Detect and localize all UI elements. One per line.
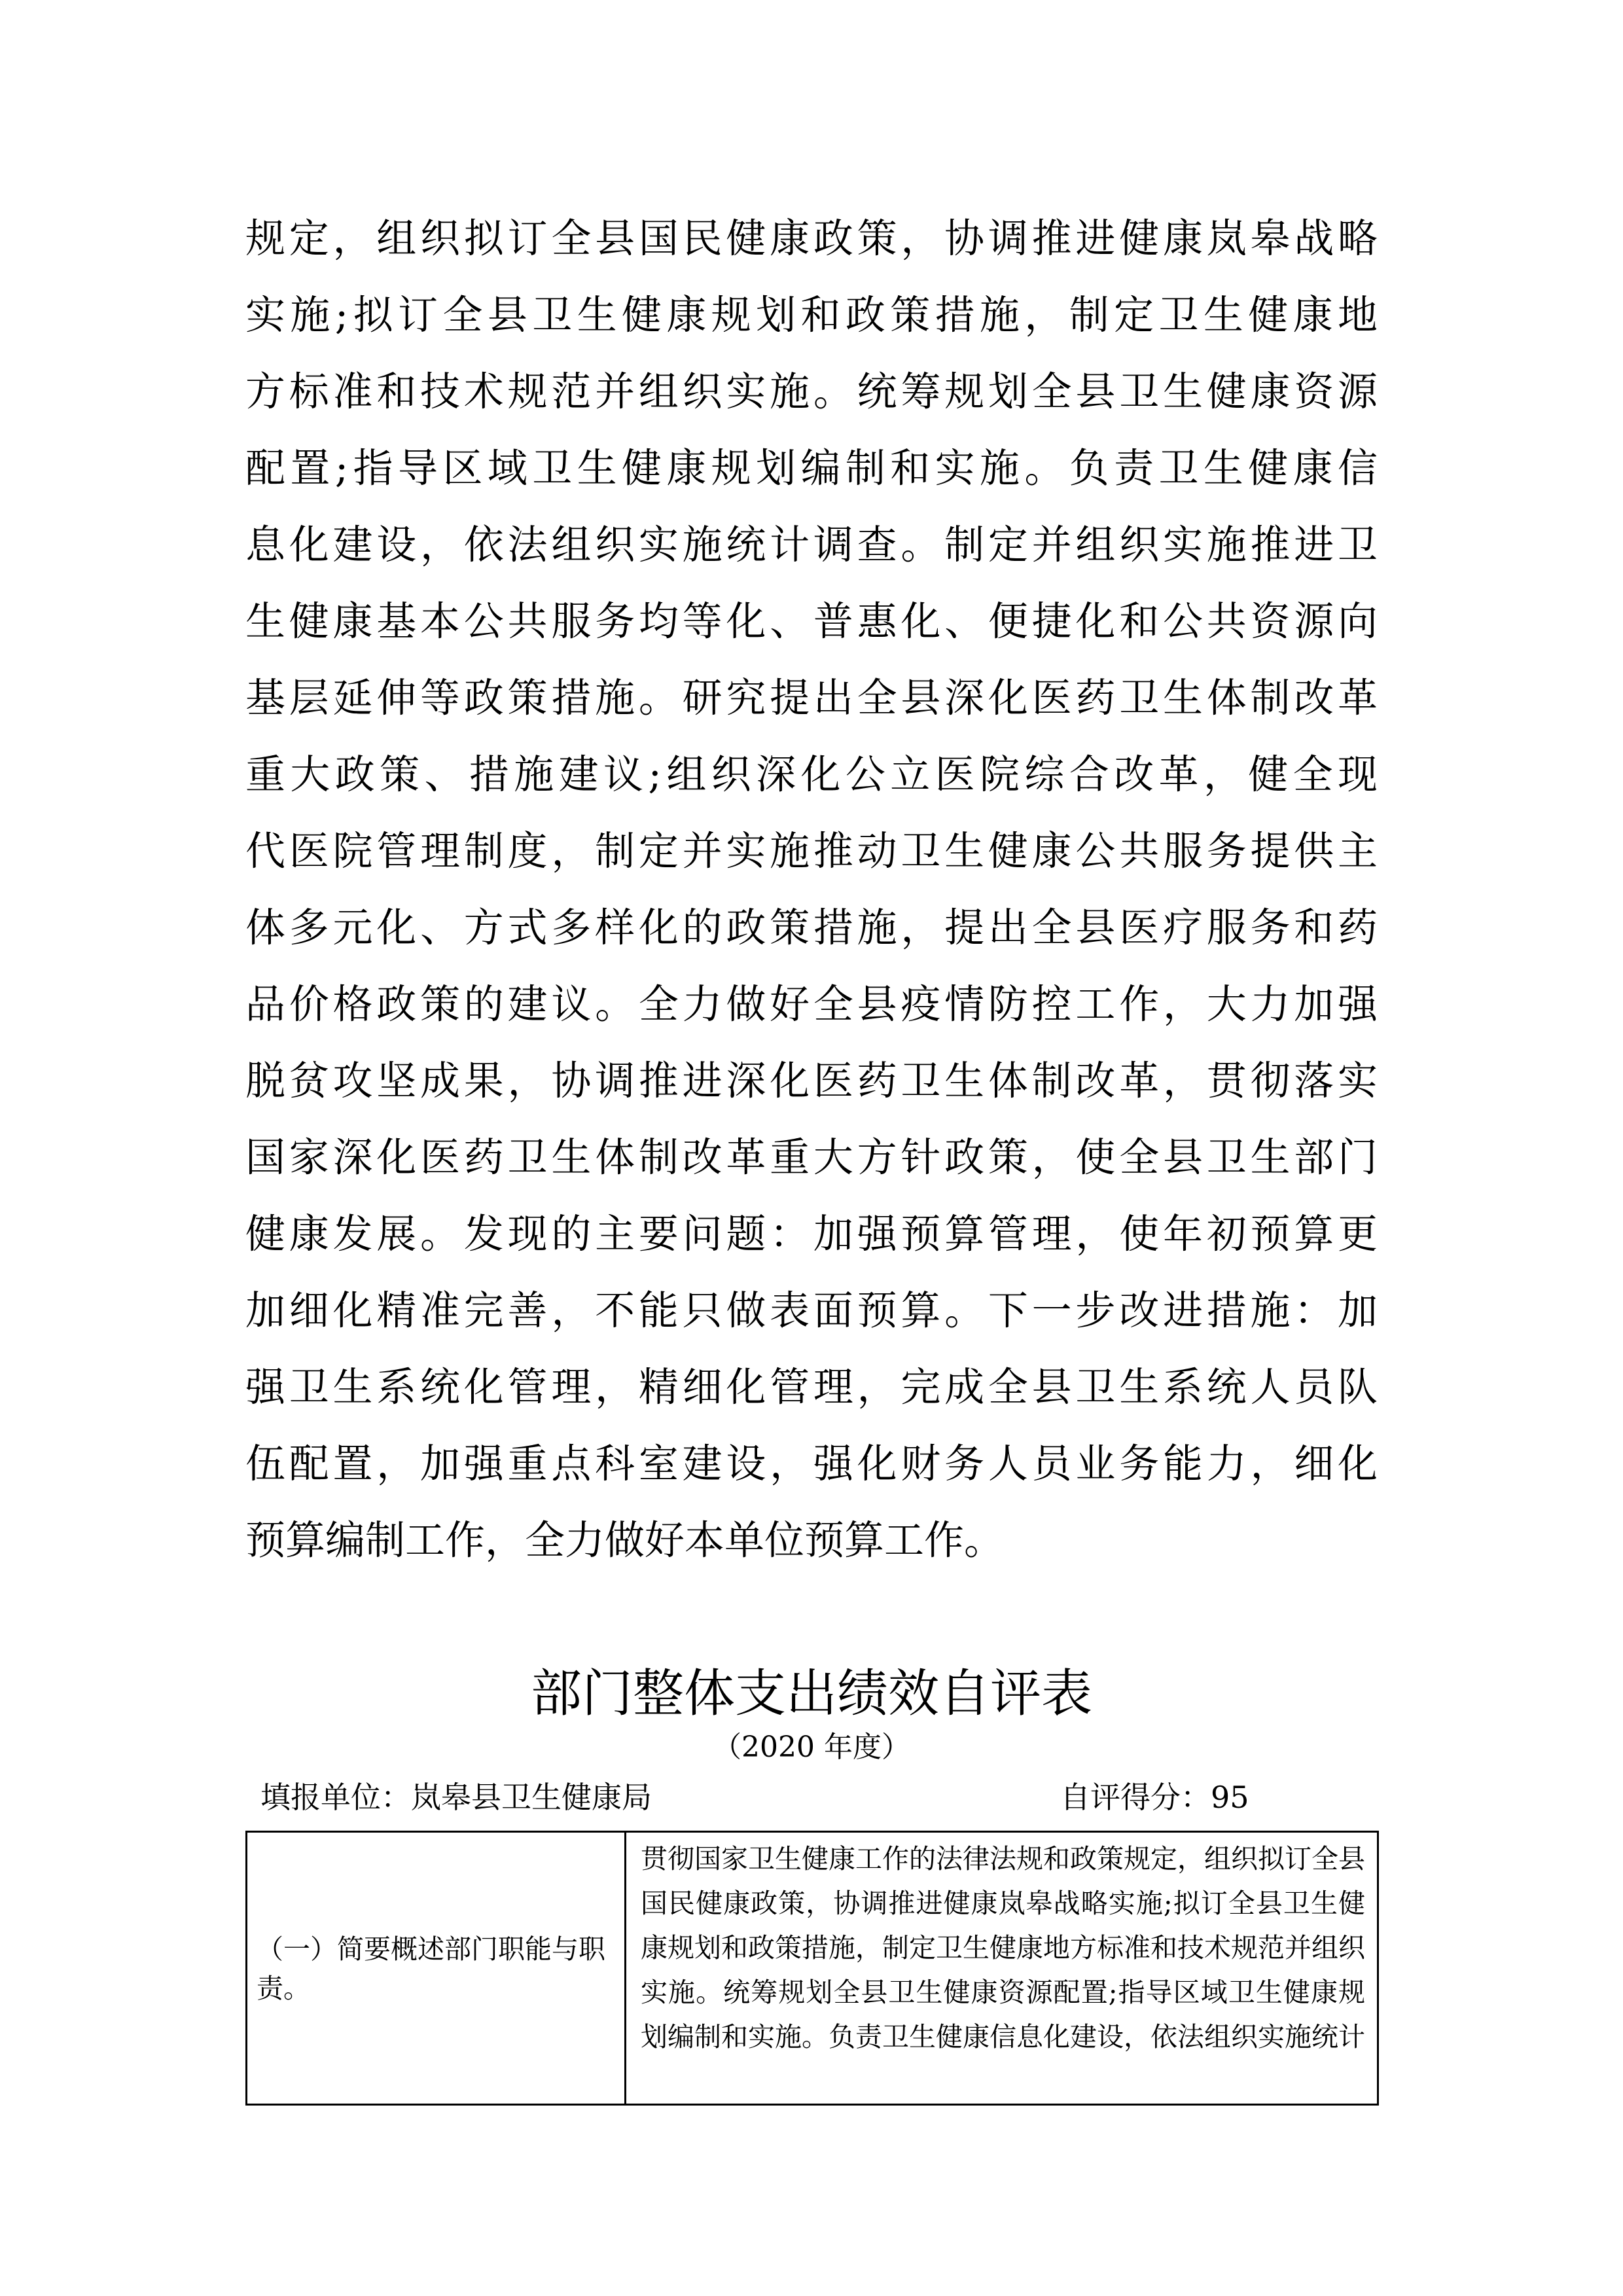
- table-label-text: （一）简要概述部门职能与职责。: [257, 1933, 605, 2004]
- body-line: 生健康基本公共服务均等化、普惠化、便捷化和公共资源向: [245, 598, 1378, 645]
- body-line: 预算编制工作，全力做好本单位预算工作。: [245, 1517, 1005, 1564]
- body-line: 基层延伸等政策措施。研究提出全县深化医药卫生体制改革: [245, 675, 1378, 721]
- self-score: 自评得分：95: [1060, 1780, 1249, 1815]
- body-line: 实施;拟订全县卫生健康规划和政策措施，制定卫生健康地: [245, 292, 1378, 338]
- table-content-line: 划编制和实施。负责卫生健康信息化建设，依法组织实施统计: [641, 2021, 1365, 2053]
- table-content-cell: [626, 1833, 1377, 2104]
- table-label-cell: [247, 1833, 626, 2104]
- evaluation-table: [245, 1831, 1379, 2106]
- body-line: 强卫生系统化管理，精细化管理，完成全县卫生系统人员队: [245, 1364, 1378, 1410]
- form-year: （2020 年度）: [713, 1731, 910, 1764]
- table-content-line: 贯彻国家卫生健康工作的法律法规和政策规定，组织拟订全县: [641, 1843, 1365, 1874]
- body-line: 加细化精准完善，不能只做表面预算。下一步改进措施：加: [245, 1287, 1378, 1334]
- table-content-line: 国民健康政策，协调推进健康岚皋战略实施;拟订全县卫生健: [641, 1888, 1365, 1919]
- body-line: 伍配置，加强重点科室建设，强化财务人员业务能力，细化: [245, 1441, 1378, 1487]
- body-line: 代医院管理制度，制定并实施推动卫生健康公共服务提供主: [245, 828, 1378, 874]
- body-line: 脱贫攻坚成果，协调推进深化医药卫生体制改革，贯彻落实: [245, 1058, 1378, 1104]
- body-line: 规定，组织拟订全县国民健康政策，协调推进健康岚皋战略: [245, 215, 1378, 262]
- body-line: 体多元化、方式多样化的政策措施，提出全县医疗服务和药: [245, 905, 1378, 951]
- body-line: 国家深化医药卫生体制改革重大方针政策，使全县卫生部门: [245, 1134, 1378, 1181]
- body-line: 息化建设，依法组织实施统计调查。制定并组织实施推进卫: [245, 522, 1378, 568]
- table-content-line: 康规划和政策措施，制定卫生健康地方标准和技术规范并组织: [641, 1932, 1365, 1964]
- form-title: 部门整体支出绩效自评表: [530, 1664, 1092, 1723]
- table-content-line: 实施。统筹规划全县卫生健康资源配置;指导区域卫生健康规: [641, 1977, 1365, 2008]
- body-line: 配置;指导区域卫生健康规划编制和实施。负责卫生健康信: [245, 445, 1378, 492]
- reporting-unit: 填报单位：岚皋县卫生健康局: [260, 1780, 652, 1815]
- body-line: 健康发展。发现的主要问题：加强预算管理，使年初预算更: [245, 1211, 1378, 1257]
- body-line: 品价格政策的建议。全力做好全县疫情防控工作，大力加强: [245, 981, 1378, 1028]
- body-line: 方标准和技术规范并组织实施。统筹规划全县卫生健康资源: [245, 368, 1378, 415]
- body-line: 重大政策、措施建议;组织深化公立医院综合改革，健全现: [245, 751, 1378, 798]
